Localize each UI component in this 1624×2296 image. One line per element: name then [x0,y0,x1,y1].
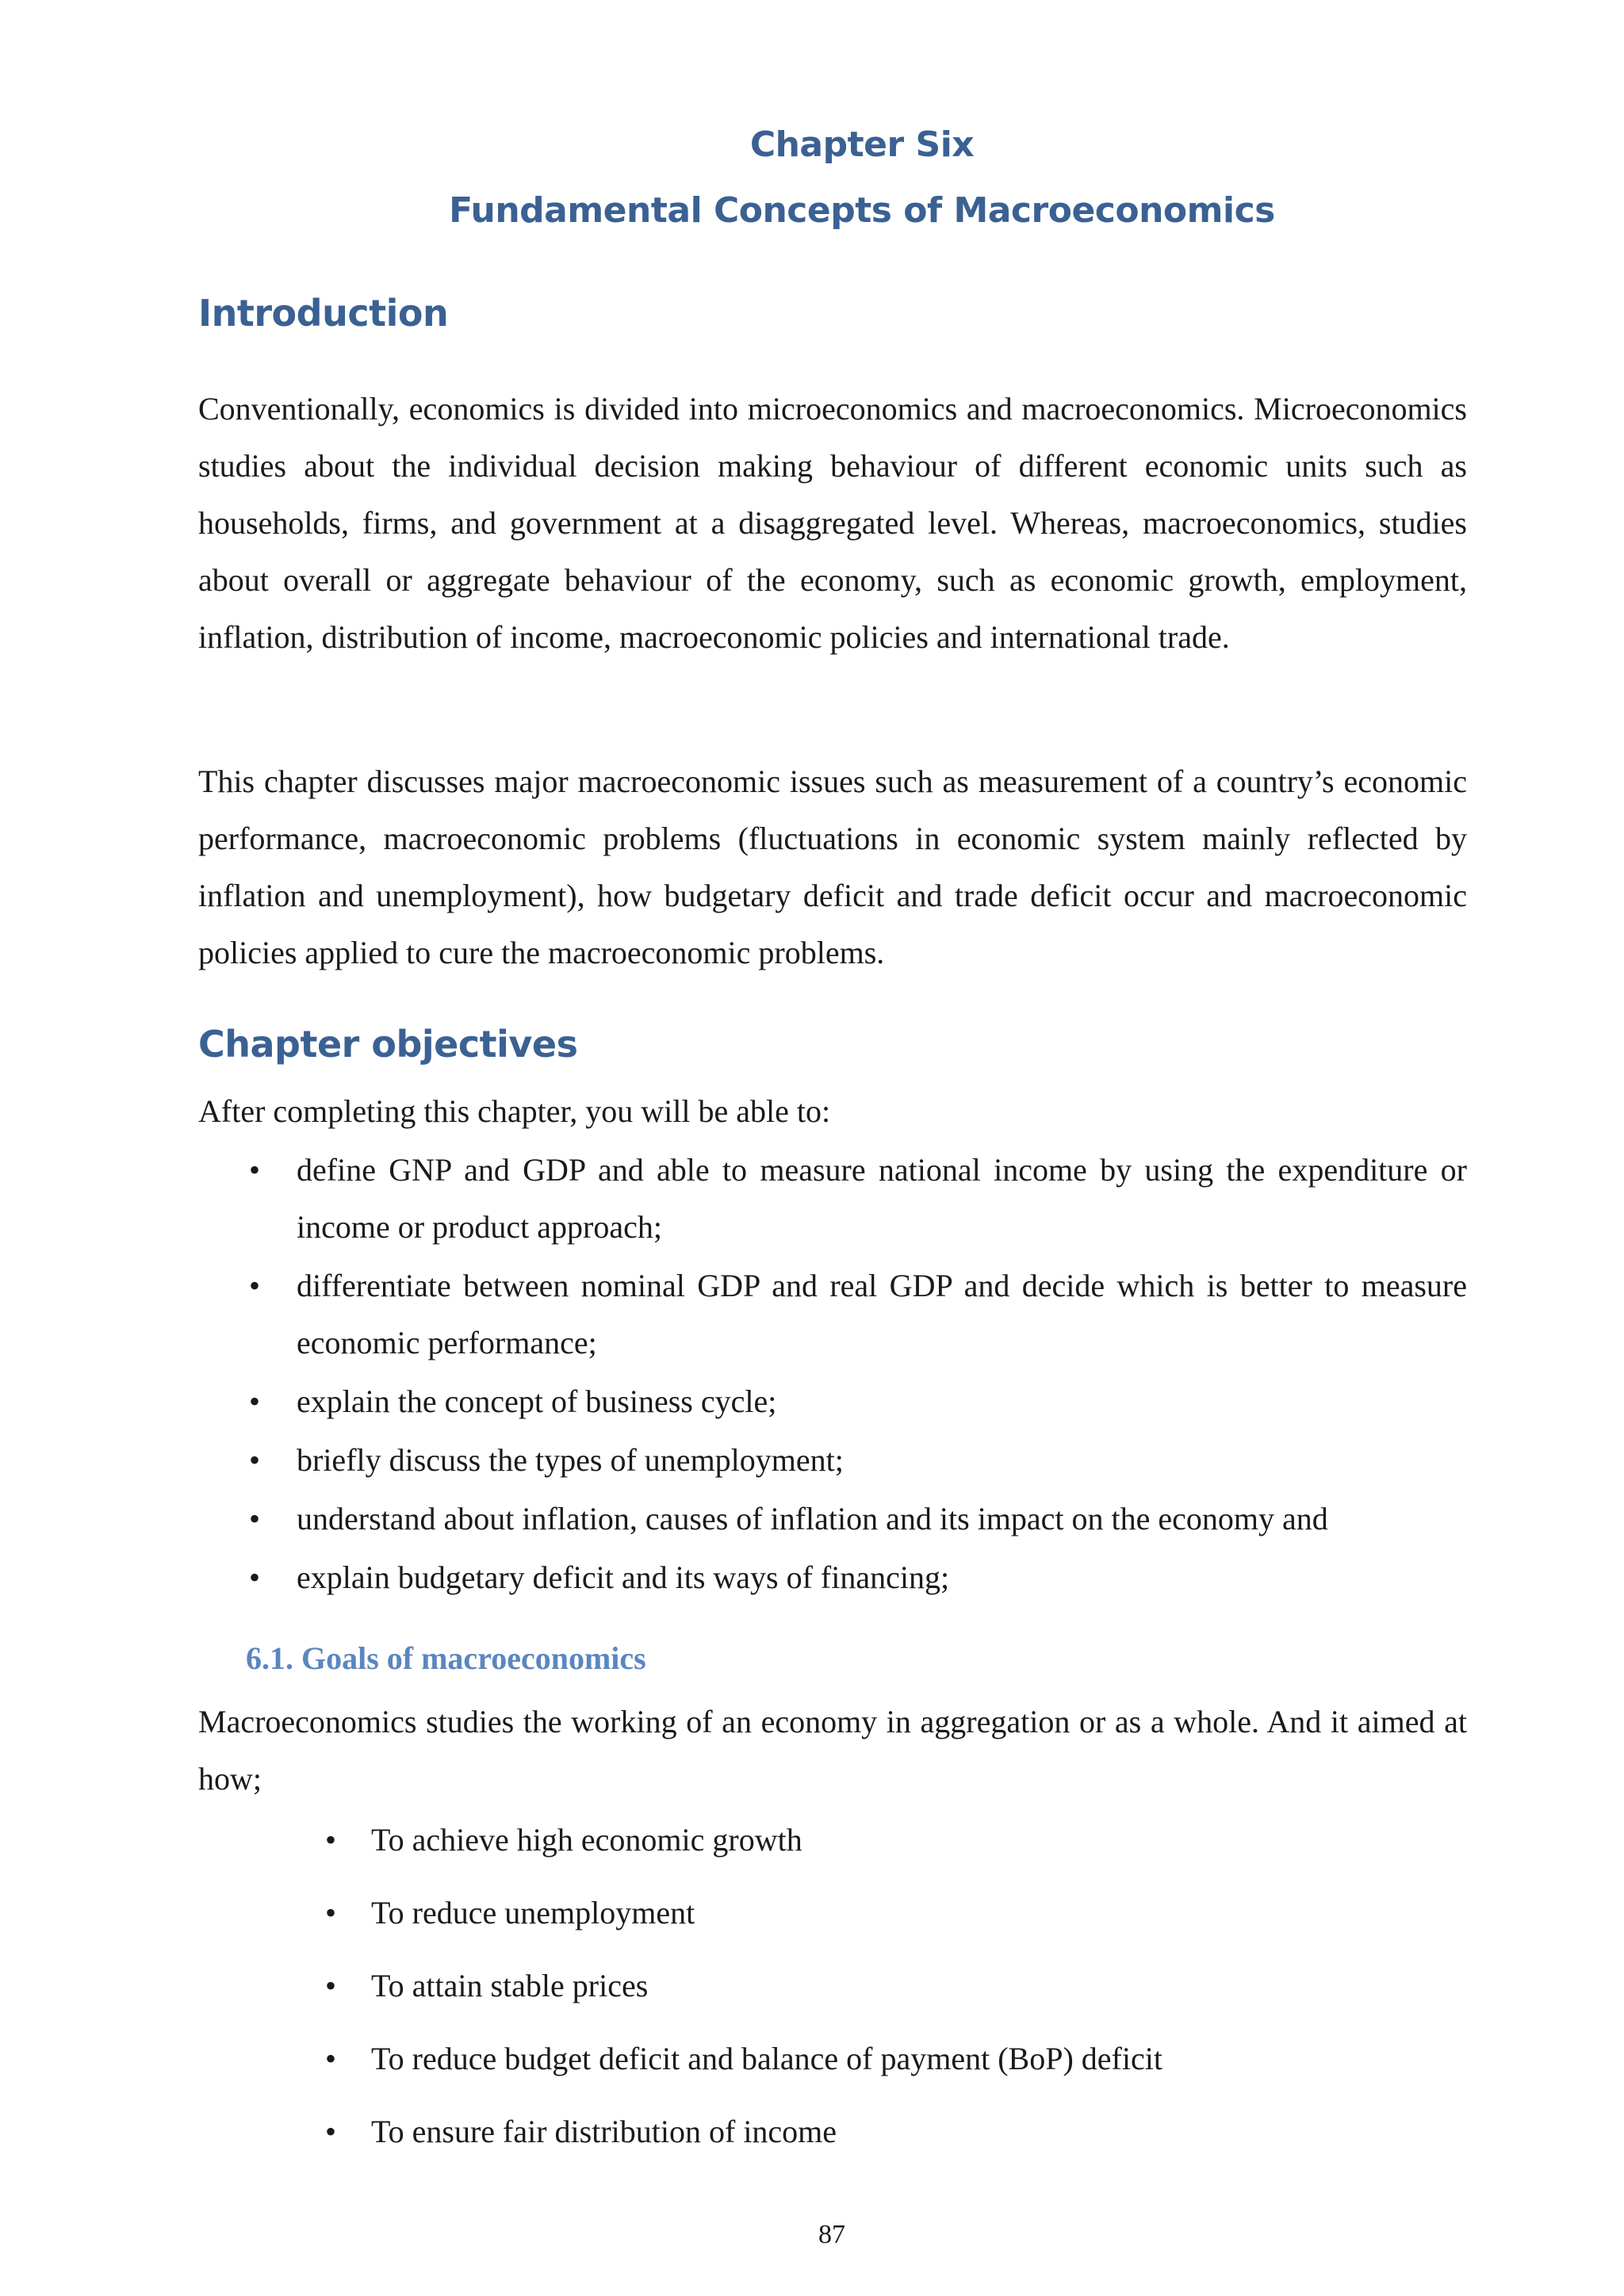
goal-text: To reduce unemployment [371,1895,695,1931]
objective-text: understand about inflation, causes of inflation and its impact on the economy and [297,1501,1328,1536]
bullet-icon: • [249,1559,261,1595]
bullet-icon: • [325,1968,337,2003]
bullet-icon: • [249,1152,261,1188]
objective-item [198,1142,1467,1256]
bullet-icon: • [325,1895,337,1931]
objectives-lead-in: After completing this chapter, you will be able to: [198,1093,831,1129]
goals-paragraph: Macroeconomics studies the working of an economy in aggregation or as a whole. And it aimed at how; [198,1704,1467,1797]
bullet-icon: • [325,2114,337,2149]
chapter-title: Fundamental Concepts of Macroeconomics [449,190,1275,231]
objectives-list [198,1142,1467,1608]
goal-item [198,2103,1467,2176]
bullet-icon: • [249,1268,261,1303]
goal-item [198,2030,1467,2103]
bullet-icon: • [325,2041,337,2076]
goal-text: To attain stable prices [371,1968,649,2003]
bullet-icon: • [325,1822,337,1858]
goal-text: To ensure fair distribution of income [371,2114,837,2149]
introduction-heading: Introduction [198,292,449,335]
objective-text: explain budgetary deficit and its ways of financing; [297,1559,950,1595]
chapter-number: Chapter Six [749,124,975,165]
bullet-icon: • [249,1501,261,1536]
goal-item [198,1812,1467,1885]
bullet-icon: • [249,1442,261,1478]
goal-item [198,1957,1467,2030]
introduction-paragraph-2: This chapter discusses major macroeconomic issues such as measurement of a country’s economic performance, macroeconomic problems (fluctuations in economic system mainly reflected by inflation and unemployment), how budgetary deficit and trade deficit occur and macroeconomic policies applied to cure the macroeconomic problems. [198,763,1467,970]
objective-text: differentiate between nominal GDP and real GDP and decide which is better to measure economic performance; [297,1268,1467,1360]
objective-text: briefly discuss the types of unemployment; [297,1442,844,1478]
objective-text: explain the concept of business cycle; [297,1383,777,1419]
objective-item [198,1432,1467,1489]
bullet-icon: • [249,1383,261,1419]
objective-item [198,1549,1467,1606]
goal-text: To reduce budget deficit and balance of payment (BoP) deficit [371,2041,1162,2076]
objective-item [198,1257,1467,1372]
objective-item [198,1490,1467,1548]
goals-heading: 6.1. Goals of macroeconomics [246,1640,646,1676]
page-number: 87 [818,2220,845,2249]
objective-text: define GNP and GDP and able to measure national income by using the expenditure or income or product approach; [297,1152,1467,1245]
goals-list [198,1812,1467,2176]
objective-item [198,1373,1467,1430]
introduction-paragraph-1: Conventionally, economics is divided into microeconomics and macroeconomics. Microeconomics studies about the individual decision making behaviour of different economic units such as households, firms, and government at a disaggregated level. Whereas, macroeconomics, studies about overall or aggregate behaviour of the economy, such as economic growth, employment, inflation, distribution of income, macroeconomic policies and international trade. [198,391,1467,655]
goal-text: To achieve high economic growth [371,1822,802,1858]
objectives-heading: Chapter objectives [198,1023,578,1066]
goal-item [198,1885,1467,1957]
